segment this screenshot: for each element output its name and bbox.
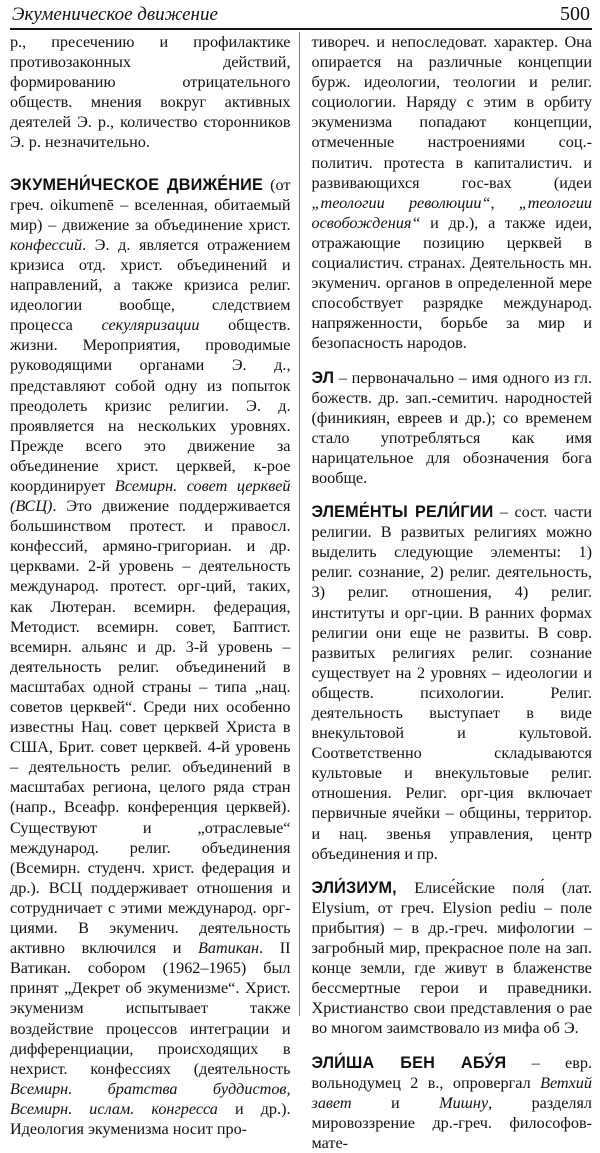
headword-elisha-ben-abuya: ЭЛИ́ША БЕН АБУ́Я	[311, 1053, 507, 1072]
entry-text: , разделял мировоззрение др.-греч. философов-мате-	[311, 1093, 592, 1152]
cross-ref: Ватикан	[198, 939, 260, 958]
text-columns	[10, 32, 593, 1152]
headword-elysium: ЭЛИ́ЗИУМ,	[311, 878, 397, 897]
entry-text: . II Ватикан. собором (1962–1965) был принят „Декрет об экуменизме“. Христ. экуменизм испытывает также воздействие процессов интеграции и дифференциации, происходящих в нехрист. конфессиях (деятельность	[10, 939, 291, 1078]
left-column	[10, 32, 300, 1138]
cross-ref: конфессий	[10, 235, 83, 254]
entry-text: и др.). Идеология экуменизма носит про-	[10, 1099, 291, 1138]
entry-text: обществ. жизни. Мероприятия, проводимые руководящими органами Э. д., представляют собой одну из попыток преодолеть кризис религии. Э. д. проявляется на нескольких уровнях. Прежде всего это движение за объединение христ. церквей, к-рое координирует	[10, 316, 291, 495]
entry-text: и	[351, 1093, 440, 1112]
entry-text: Елисе́йские поля́ (лат. Elysium, от греч. Elysion pediu – поле прибытия) – в др.-греч. мифологии – загробный мир, прекрасное поле на зап. конце земли, где живут в блаженстве бессмертные герои и праведники. Христианство свои представления о рае во многом заимствовало из мифа об Э.	[311, 878, 592, 1038]
cross-ref: секуляризации	[101, 316, 200, 335]
cross-ref: Ветхий завет	[311, 1073, 592, 1112]
entry-continuation: р., пресечению и профилактике противозаконных действий, формированию отрицательного обществ. мнения вокруг активных деятелей Э. р., количество сторонников Э. р. незначительно.	[10, 33, 291, 152]
entry-elements-of-religion	[312, 502, 593, 864]
entry-elisha-ben-abuya	[312, 1053, 593, 1153]
running-head	[10, 0, 592, 30]
entry-text: . Это движение поддерживается большинством протест. и правосл. конфессий, армяно-григориан. и др. церквами. 2-й уровень – деятельность международ. протест. орг-ций, таких, как Лютеран. всемирн. федерация, Методист. всемирн. совет, Баптист. всемирн. альянс и др. 3-й уровень – деятельность религ. объединений в масштабах одной страны – типа „нац. советов церквей“. Среди них особенно известны Нац. совет церквей Христа в США, Брит. совет церквей. 4-й уровень – деятельность религ. объединений в масштабах региона, целого ряда стран (напр., Всеафр. конференция церквей). Существуют и „отраслевые“ международ. религ. объединения (Всемирн. студенч. христ. федерация и др.). ВСЦ поддерживает отношения и сотрудничает с этими международ. орг-циями. В экуменич. деятельность активно включился и	[10, 497, 291, 958]
right-column	[300, 32, 593, 1152]
entry-el	[312, 368, 593, 489]
cross-ref: Всемирн. братства буддистов, Всемирн. ислам. конгресса	[10, 1079, 291, 1118]
entry-text: и др.), а также идеи, отражающие позицию церквей в социалистич. странах. Деятельность мн. экуменич. органов в определенной мере способствует разрядке международ. напряженности, борьбе за мир и безопасность народов.	[311, 213, 592, 353]
entry-ecumenical-movement	[10, 175, 291, 1140]
cross-ref: Мишну	[439, 1093, 489, 1112]
entry-text: ,	[490, 193, 519, 212]
entry-text: тивореч. и непоследоват. характер. Она опирается на различные концепции бурж. идеологии, теологии и религ. социологии. Наряду с этим в орбиту экуменизма попадают концепции, отмеченные настроениями соц.-политич. протеста в капиталистич. и развивающихся гос-вах (идеи	[311, 33, 592, 192]
entry-elysium	[312, 878, 593, 1039]
running-title: Экуменическое движение	[12, 4, 218, 25]
page-number: 500	[560, 3, 590, 25]
entry-text: (от греч. oikumenē – вселенная, обитаемый мир) – движение за объединение христ.	[10, 175, 291, 234]
entry-text: – евр. вольнодумец 2 в., опровергал	[311, 1053, 592, 1092]
cross-ref: „теологии революции“	[311, 193, 491, 212]
headword-elements-of-religion: ЭЛЕМЕ́НТЫ РЕЛИ́ГИИ	[311, 503, 494, 522]
cross-ref: „теологии освобождения“	[311, 193, 593, 232]
headword-el: ЭЛ	[311, 368, 335, 387]
entry-ecumenical-continuation	[312, 32, 593, 354]
entry-text: . Э. д. является отражением кризиса отд. христ. объединений и направлений, а также кризиса религ. идеологии вообще, следствием процесса	[10, 235, 291, 335]
entry-text: – сост. части религии. В развитых религиях можно выделить следующие элементы: 1) религ. сознание, 2) религ. деятельность, 3) религ. отношения, 4) религ. институты и орг-ции. В ранних формах религии они еще не развиты. В совр. развитых религиях религ. сознание существует на 2 уровнях – идеологии и обществ. психологии. Религ. деятельность выступает в виде внекультовой и культовой. Соответственно складываются культовые и внекультовые религ. отношения. Религ. орг-ция включает первичные ячейки – общины, территор. и нац. звенья управления, центр объединения и пр.	[311, 503, 592, 863]
headword-ecumenical-movement: ЭКУМЕНИ́ЧЕСКОЕ ДВИЖЕ́НИЕ	[10, 175, 263, 194]
entry-text: – первоначально – имя одного из гл. божеств. др. зап.-семитич. народностей (финикиян, евреев и др.); со временем стало употребляться как имя нарицательное для обозначения бога вообще.	[311, 368, 592, 487]
cross-ref: Всемирн. совет церквей (ВСЦ)	[10, 476, 291, 516]
